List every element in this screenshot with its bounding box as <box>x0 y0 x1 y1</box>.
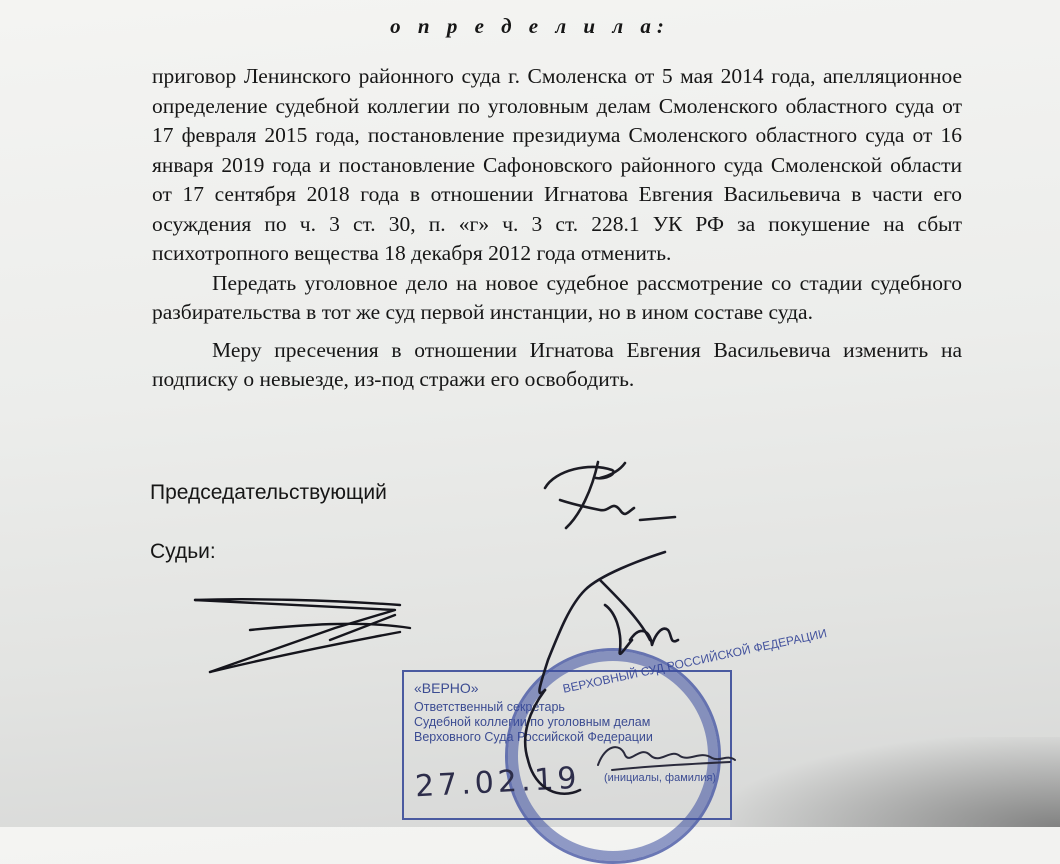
seal-text: ВЕРХОВНЫЙ СУД РОССИЙСКОЙ ФЕДЕРАЦИИ <box>561 626 829 696</box>
presiding-judge-label: Председательствующий <box>150 481 387 504</box>
stamp-line-3: Верховного Суда Российской Федерации <box>414 730 653 744</box>
secretary-signature <box>598 747 735 770</box>
handwritten-date: 27.02.19 <box>414 760 582 805</box>
paragraph-transfer: Передать уголовное дело на новое судебное рассмотрение со стадии судебного разбирательства в тот же суд первой инстанции, но в ином составе суда. <box>152 270 962 324</box>
stamp-title: «ВЕРНО» <box>414 680 479 696</box>
stamp-sign-caption: (инициалы, фамилия) <box>604 772 717 784</box>
paragraph-preventive-measure: Меру пресечения в отношении Игнатова Евгения Васильевича изменить на подписку о невыезде, из-под стражи его освободить. <box>152 337 962 391</box>
page-title: о п р е д е л и л а: <box>390 14 670 38</box>
judge-signature-1 <box>195 599 410 672</box>
judges-label: Судьи: <box>150 540 216 563</box>
paragraph-decision: приговор Ленинского районного суда г. Смоленска от 5 мая 2014 года, апелляционное определение судебной коллегии по уголовным делам Смоленского областного суда от 17 февраля 2015 года, постановление президиума Смоленского областного суда от 16 января 2019 года и постановление Сафоновского районного суда Смоленской области от 17 сентября 2018 года в отношении Игнатова Евгения Васильевича в части его осуждения по ч. 3 ст. 30, п. «г» ч. 3 ст. 228.1 УК РФ за покушение на сбыт психотропного вещества 18 декабря 2012 года отменить. <box>152 64 962 265</box>
presiding-judge-signature <box>545 462 675 528</box>
stamp-line-2: Судебной коллегии по уголовным делам <box>414 715 651 729</box>
stamp-line-1: Ответственный секретарь <box>414 700 565 714</box>
